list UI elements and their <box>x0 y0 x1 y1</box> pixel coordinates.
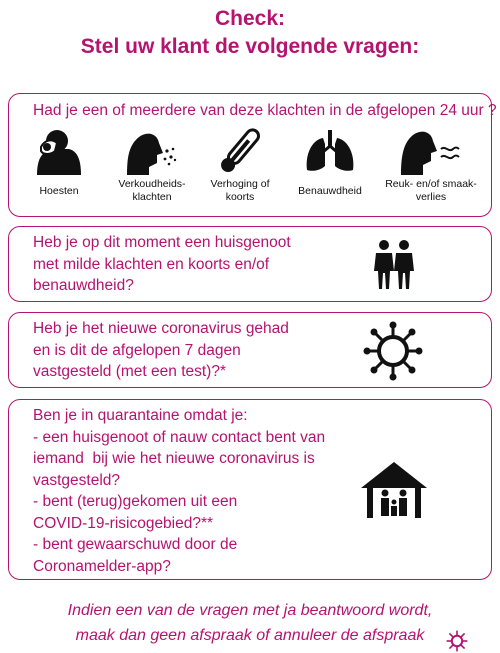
thermometer-icon <box>209 127 269 177</box>
housemate-question: Heb je op dit moment een huisgenoot met milde klachten en koorts en/of benauwdheid? <box>33 234 291 294</box>
family-house-icon <box>359 460 429 520</box>
quarantine-card <box>8 399 492 580</box>
coughing-person-icon <box>29 127 89 177</box>
symptom-label-benauwdheid: Benauwdheid <box>298 185 362 197</box>
symptoms-card <box>8 93 497 217</box>
lungs-icon <box>303 130 357 174</box>
symptom-label-hoesten: Hoesten <box>39 185 79 197</box>
two-people-icon <box>371 239 417 291</box>
corona-card <box>8 312 492 388</box>
footer-line2: maak dan geen afspraak of annuleer de afspraak <box>75 627 425 644</box>
symptoms-question: Had je een of meerdere van deze klachten in de afgelopen 24 uur ? <box>33 102 497 119</box>
footer-line1: Indien een van de vragen met ja beantwoord wordt, <box>67 602 433 619</box>
smelling-person-icon <box>397 127 461 177</box>
virus-icon <box>363 321 423 381</box>
quarantine-question: Ben je in quarantaine omdat je: - een huisgenoot of nauw contact bent van iemand bij wie het nieuwe coronavirus is vastgesteld? - bent (terug)gekomen uit een COVID-19-risicogebied?** - bent gewaarschuwd door de Coronamelder-app? <box>33 407 326 575</box>
sneezing-person-icon <box>121 127 181 177</box>
symptom-label-verkoudheid: Verkoudheids- klachten <box>118 178 186 203</box>
symptom-label-reuk-smaak: Reuk- en/of smaak- verlies <box>385 178 477 203</box>
header-title-line2: Stel uw klant de volgende vragen: <box>80 35 420 58</box>
housemate-card <box>8 226 492 302</box>
corona-question: Heb je het nieuwe coronavirus gehad en is dit de afgelopen 7 dagen vastgesteld (met een test)?* <box>33 320 289 380</box>
symptom-label-koorts: Verhoging of koorts <box>210 178 270 203</box>
header-title-line1: Check: <box>214 7 286 30</box>
footer-virus-icon <box>445 629 469 653</box>
